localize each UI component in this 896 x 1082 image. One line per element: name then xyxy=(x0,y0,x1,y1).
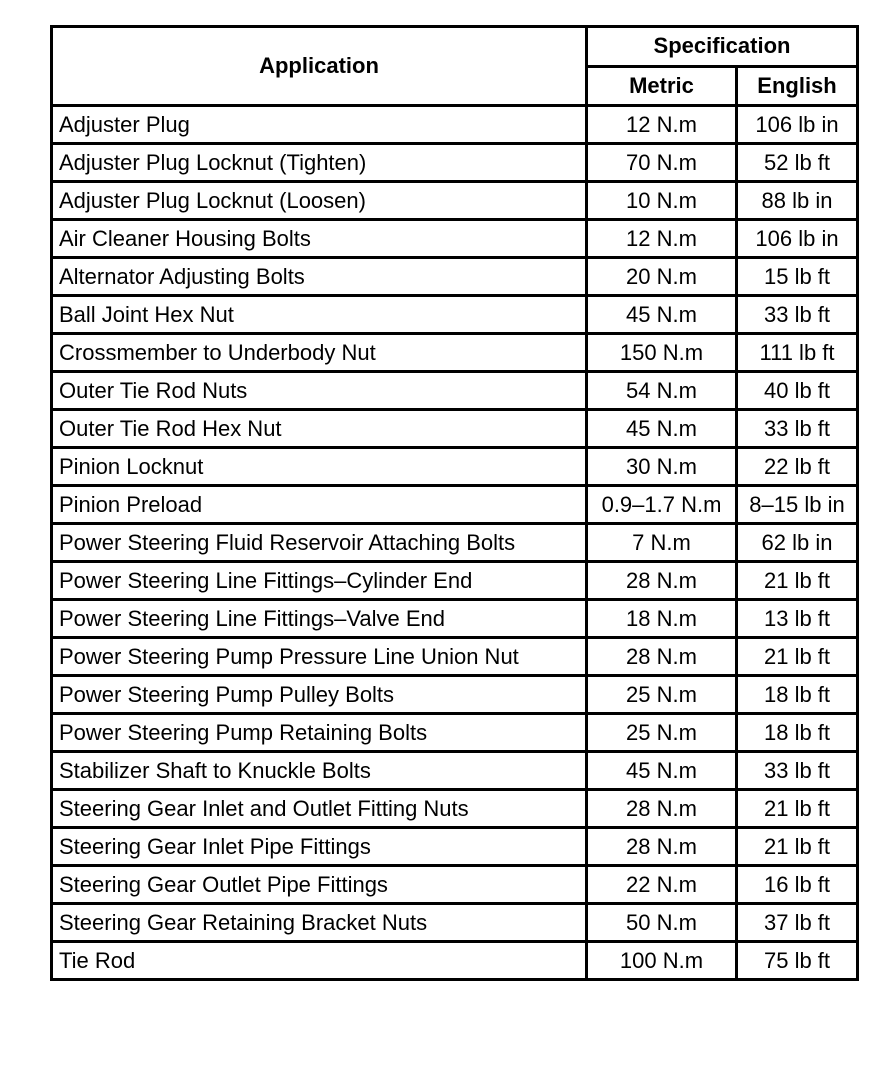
metric-value: 25 N.m xyxy=(587,714,737,752)
application-cell: Adjuster Plug Locknut (Tighten) xyxy=(52,144,587,182)
application-cell: Outer Tie Rod Nuts xyxy=(52,372,587,410)
metric-value: 7 N.m xyxy=(587,524,737,562)
english-value: 21 lb ft xyxy=(737,828,858,866)
application-cell: Steering Gear Inlet Pipe Fittings xyxy=(52,828,587,866)
metric-value: 50 N.m xyxy=(587,904,737,942)
metric-value: 30 N.m xyxy=(587,448,737,486)
metric-value: 45 N.m xyxy=(587,296,737,334)
metric-value: 45 N.m xyxy=(587,752,737,790)
application-cell: Power Steering Line Fittings–Cylinder End xyxy=(52,562,587,600)
english-value: 21 lb ft xyxy=(737,562,858,600)
application-cell: Pinion Preload xyxy=(52,486,587,524)
table-row xyxy=(52,562,858,600)
application-cell: Air Cleaner Housing Bolts xyxy=(52,220,587,258)
english-value: 75 lb ft xyxy=(737,942,858,980)
application-cell: Pinion Locknut xyxy=(52,448,587,486)
application-cell: Outer Tie Rod Hex Nut xyxy=(52,410,587,448)
english-header: English xyxy=(737,66,858,106)
english-value: 18 lb ft xyxy=(737,676,858,714)
english-value: 33 lb ft xyxy=(737,296,858,334)
english-value: 106 lb in xyxy=(737,220,858,258)
application-cell: Power Steering Line Fittings–Valve End xyxy=(52,600,587,638)
table-row xyxy=(52,714,858,752)
metric-value: 10 N.m xyxy=(587,182,737,220)
application-cell: Tie Rod xyxy=(52,942,587,980)
application-header: Application xyxy=(52,27,587,106)
metric-value: 28 N.m xyxy=(587,638,737,676)
metric-value: 28 N.m xyxy=(587,790,737,828)
application-cell: Power Steering Pump Pressure Line Union Nut xyxy=(52,638,587,676)
table-row xyxy=(52,372,858,410)
metric-value: 12 N.m xyxy=(587,220,737,258)
application-cell: Crossmember to Underbody Nut xyxy=(52,334,587,372)
table-row xyxy=(52,600,858,638)
metric-value: 18 N.m xyxy=(587,600,737,638)
table-row xyxy=(52,942,858,980)
table-row xyxy=(52,410,858,448)
english-value: 37 lb ft xyxy=(737,904,858,942)
english-value: 88 lb in xyxy=(737,182,858,220)
application-cell: Power Steering Fluid Reservoir Attaching Bolts xyxy=(52,524,587,562)
metric-value: 150 N.m xyxy=(587,334,737,372)
table-row xyxy=(52,752,858,790)
table-row xyxy=(52,334,858,372)
english-value: 13 lb ft xyxy=(737,600,858,638)
english-value: 62 lb in xyxy=(737,524,858,562)
table-row xyxy=(52,676,858,714)
table-row xyxy=(52,904,858,942)
metric-value: 54 N.m xyxy=(587,372,737,410)
english-value: 21 lb ft xyxy=(737,638,858,676)
application-cell: Ball Joint Hex Nut xyxy=(52,296,587,334)
english-value: 18 lb ft xyxy=(737,714,858,752)
table-row xyxy=(52,638,858,676)
application-cell: Power Steering Pump Pulley Bolts xyxy=(52,676,587,714)
metric-value: 0.9–1.7 N.m xyxy=(587,486,737,524)
english-value: 8–15 lb in xyxy=(737,486,858,524)
application-cell: Steering Gear Outlet Pipe Fittings xyxy=(52,866,587,904)
table-row xyxy=(52,182,858,220)
english-value: 22 lb ft xyxy=(737,448,858,486)
metric-value: 28 N.m xyxy=(587,562,737,600)
english-value: 15 lb ft xyxy=(737,258,858,296)
application-cell: Steering Gear Retaining Bracket Nuts xyxy=(52,904,587,942)
metric-value: 45 N.m xyxy=(587,410,737,448)
application-cell: Adjuster Plug xyxy=(52,106,587,144)
table-row xyxy=(52,106,858,144)
english-value: 40 lb ft xyxy=(737,372,858,410)
table-row xyxy=(52,448,858,486)
application-cell: Adjuster Plug Locknut (Loosen) xyxy=(52,182,587,220)
english-value: 16 lb ft xyxy=(737,866,858,904)
metric-value: 22 N.m xyxy=(587,866,737,904)
table-row xyxy=(52,524,858,562)
table-row xyxy=(52,144,858,182)
table-row xyxy=(52,790,858,828)
english-value: 21 lb ft xyxy=(737,790,858,828)
metric-value: 100 N.m xyxy=(587,942,737,980)
metric-header: Metric xyxy=(587,66,737,106)
table-header xyxy=(52,27,858,106)
table-row xyxy=(52,220,858,258)
table-row xyxy=(52,296,858,334)
application-cell: Stabilizer Shaft to Knuckle Bolts xyxy=(52,752,587,790)
application-cell: Steering Gear Inlet and Outlet Fitting Nuts xyxy=(52,790,587,828)
metric-value: 12 N.m xyxy=(587,106,737,144)
english-value: 33 lb ft xyxy=(737,410,858,448)
table-row xyxy=(52,486,858,524)
english-value: 52 lb ft xyxy=(737,144,858,182)
metric-value: 70 N.m xyxy=(587,144,737,182)
english-value: 111 lb ft xyxy=(737,334,858,372)
table-body xyxy=(52,106,858,980)
table-row xyxy=(52,258,858,296)
metric-value: 25 N.m xyxy=(587,676,737,714)
table-row xyxy=(52,866,858,904)
application-cell: Alternator Adjusting Bolts xyxy=(52,258,587,296)
torque-spec-table xyxy=(50,25,859,981)
english-value: 33 lb ft xyxy=(737,752,858,790)
table-row xyxy=(52,828,858,866)
english-value: 106 lb in xyxy=(737,106,858,144)
specification-header: Specification xyxy=(587,27,858,67)
application-cell: Power Steering Pump Retaining Bolts xyxy=(52,714,587,752)
header-row-top xyxy=(52,27,858,67)
metric-value: 28 N.m xyxy=(587,828,737,866)
metric-value: 20 N.m xyxy=(587,258,737,296)
